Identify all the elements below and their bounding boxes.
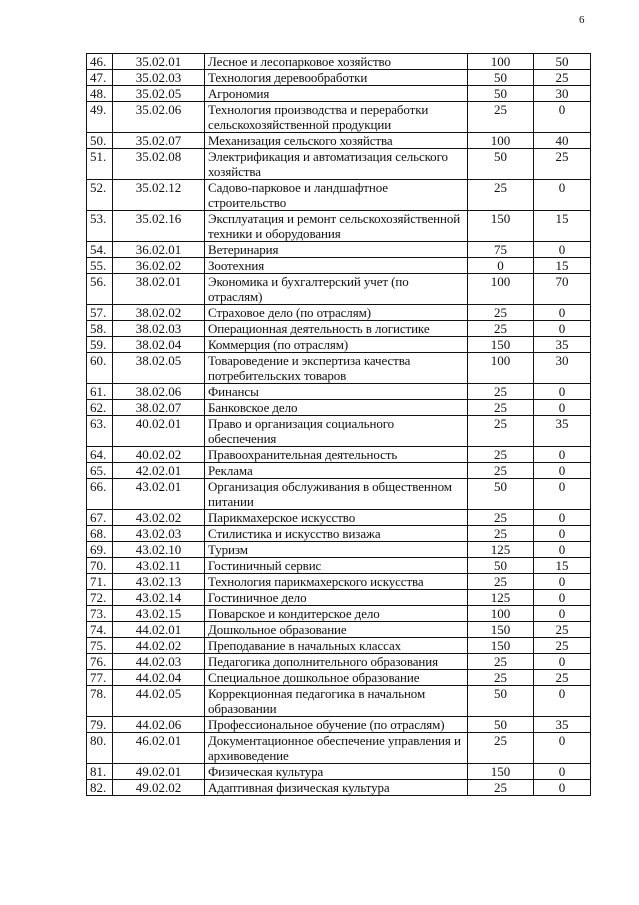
specialty-code: 35.02.07 <box>113 133 205 149</box>
specialty-code: 35.02.16 <box>113 211 205 242</box>
quota-value-1: 25 <box>468 463 534 479</box>
quota-value-1: 50 <box>468 86 534 102</box>
page-number: 6 <box>579 14 585 26</box>
quota-value-1: 100 <box>468 133 534 149</box>
quota-value-1: 150 <box>468 337 534 353</box>
quota-value-1: 25 <box>468 447 534 463</box>
quota-value-2: 0 <box>534 242 591 258</box>
quota-value-2: 25 <box>534 622 591 638</box>
table-body <box>87 54 591 796</box>
quota-value-2: 0 <box>534 574 591 590</box>
specialty-name: Технология производства и переработки сельскохозяйственной продукции <box>205 102 468 133</box>
specialty-name: Технология парикмахерского искусства <box>205 574 468 590</box>
specialty-name: Агрономия <box>205 86 468 102</box>
specialty-name: Механизация сельского хозяйства <box>205 133 468 149</box>
row-number: 51. <box>87 149 113 180</box>
quota-value-2: 0 <box>534 764 591 780</box>
row-number: 62. <box>87 400 113 416</box>
row-number: 81. <box>87 764 113 780</box>
quota-value-2: 15 <box>534 211 591 242</box>
quota-value-2: 25 <box>534 149 591 180</box>
row-number: 46. <box>87 54 113 70</box>
table-row <box>87 717 591 733</box>
quota-value-1: 50 <box>468 70 534 86</box>
quota-value-2: 40 <box>534 133 591 149</box>
table-row <box>87 606 591 622</box>
specialty-code: 40.02.02 <box>113 447 205 463</box>
row-number: 76. <box>87 654 113 670</box>
quota-value-1: 25 <box>468 670 534 686</box>
row-number: 73. <box>87 606 113 622</box>
table-row <box>87 321 591 337</box>
table-row <box>87 574 591 590</box>
row-number: 75. <box>87 638 113 654</box>
quota-value-1: 25 <box>468 733 534 764</box>
quota-value-2: 0 <box>534 305 591 321</box>
quota-value-1: 125 <box>468 590 534 606</box>
quota-value-1: 0 <box>468 258 534 274</box>
quota-value-2: 15 <box>534 258 591 274</box>
quota-value-2: 0 <box>534 463 591 479</box>
specialty-code: 38.02.07 <box>113 400 205 416</box>
specialty-code: 36.02.02 <box>113 258 205 274</box>
specialty-name: Электрификация и автоматизация сельского хозяйства <box>205 149 468 180</box>
specialty-code: 44.02.05 <box>113 686 205 717</box>
specialty-code: 38.02.06 <box>113 384 205 400</box>
quota-value-2: 35 <box>534 717 591 733</box>
row-number: 47. <box>87 70 113 86</box>
table-row <box>87 211 591 242</box>
specialty-code: 35.02.03 <box>113 70 205 86</box>
row-number: 48. <box>87 86 113 102</box>
row-number: 49. <box>87 102 113 133</box>
table-row <box>87 733 591 764</box>
row-number: 55. <box>87 258 113 274</box>
quota-value-2: 0 <box>534 510 591 526</box>
row-number: 54. <box>87 242 113 258</box>
specialty-name: Специальное дошкольное образование <box>205 670 468 686</box>
quota-value-2: 0 <box>534 479 591 510</box>
table-row <box>87 558 591 574</box>
specialty-code: 44.02.01 <box>113 622 205 638</box>
row-number: 72. <box>87 590 113 606</box>
quota-value-1: 150 <box>468 622 534 638</box>
specialty-code: 42.02.01 <box>113 463 205 479</box>
specialty-name: Туризм <box>205 542 468 558</box>
specialty-name: Страховое дело (по отраслям) <box>205 305 468 321</box>
specialty-code: 43.02.14 <box>113 590 205 606</box>
row-number: 53. <box>87 211 113 242</box>
table-row <box>87 463 591 479</box>
specialty-code: 44.02.02 <box>113 638 205 654</box>
table-row <box>87 670 591 686</box>
specialty-code: 44.02.03 <box>113 654 205 670</box>
specialty-name: Профессиональное обучение (по отраслям) <box>205 717 468 733</box>
row-number: 74. <box>87 622 113 638</box>
quota-value-1: 25 <box>468 384 534 400</box>
row-number: 65. <box>87 463 113 479</box>
specialty-name: Банковское дело <box>205 400 468 416</box>
quota-value-1: 25 <box>468 321 534 337</box>
quota-value-2: 0 <box>534 447 591 463</box>
quota-value-2: 0 <box>534 590 591 606</box>
specialty-name: Гостиничный сервис <box>205 558 468 574</box>
quota-value-1: 150 <box>468 764 534 780</box>
row-number: 52. <box>87 180 113 211</box>
specialty-name: Дошкольное образование <box>205 622 468 638</box>
row-number: 67. <box>87 510 113 526</box>
quota-value-2: 0 <box>534 606 591 622</box>
row-number: 71. <box>87 574 113 590</box>
table-row <box>87 542 591 558</box>
row-number: 70. <box>87 558 113 574</box>
quota-value-1: 50 <box>468 149 534 180</box>
row-number: 68. <box>87 526 113 542</box>
table-row <box>87 242 591 258</box>
specialty-code: 38.02.05 <box>113 353 205 384</box>
quota-value-1: 25 <box>468 510 534 526</box>
quota-value-1: 25 <box>468 780 534 796</box>
specialty-code: 38.02.02 <box>113 305 205 321</box>
quota-value-1: 150 <box>468 211 534 242</box>
specialty-code: 35.02.08 <box>113 149 205 180</box>
table-row <box>87 180 591 211</box>
specialty-name: Эксплуатация и ремонт сельскохозяйственной техники и оборудования <box>205 211 468 242</box>
quota-value-2: 0 <box>534 654 591 670</box>
specialty-code: 35.02.06 <box>113 102 205 133</box>
table-row <box>87 654 591 670</box>
specialty-code: 49.02.01 <box>113 764 205 780</box>
specialty-name: Экономика и бухгалтерский учет (по отраслям) <box>205 274 468 305</box>
table-row <box>87 400 591 416</box>
quota-value-2: 25 <box>534 638 591 654</box>
quota-value-1: 50 <box>468 558 534 574</box>
specialty-name: Преподавание в начальных классах <box>205 638 468 654</box>
row-number: 66. <box>87 479 113 510</box>
specialty-name: Право и организация социального обеспечения <box>205 416 468 447</box>
table-row <box>87 133 591 149</box>
specialty-name: Гостиничное дело <box>205 590 468 606</box>
quota-value-1: 25 <box>468 102 534 133</box>
specialty-name: Ветеринария <box>205 242 468 258</box>
row-number: 79. <box>87 717 113 733</box>
quota-value-2: 15 <box>534 558 591 574</box>
quota-value-2: 35 <box>534 416 591 447</box>
specialty-name: Лесное и лесопарковое хозяйство <box>205 54 468 70</box>
table-row <box>87 622 591 638</box>
table-row <box>87 510 591 526</box>
specialty-name: Товароведение и экспертиза качества потребительских товаров <box>205 353 468 384</box>
row-number: 69. <box>87 542 113 558</box>
quota-value-1: 50 <box>468 686 534 717</box>
table-row <box>87 353 591 384</box>
specialty-code: 36.02.01 <box>113 242 205 258</box>
quota-value-2: 0 <box>534 102 591 133</box>
specialty-code: 49.02.02 <box>113 780 205 796</box>
table-row <box>87 86 591 102</box>
specialty-code: 43.02.01 <box>113 479 205 510</box>
specialty-code: 38.02.03 <box>113 321 205 337</box>
specialty-name: Финансы <box>205 384 468 400</box>
specialty-code: 43.02.11 <box>113 558 205 574</box>
specialty-code: 44.02.06 <box>113 717 205 733</box>
quota-value-1: 50 <box>468 479 534 510</box>
specialty-code: 43.02.15 <box>113 606 205 622</box>
specialty-code: 40.02.01 <box>113 416 205 447</box>
specialty-name: Физическая культура <box>205 764 468 780</box>
table-row <box>87 102 591 133</box>
row-number: 60. <box>87 353 113 384</box>
specialty-name: Документационное обеспечение управления и архивоведение <box>205 733 468 764</box>
specialty-code: 35.02.01 <box>113 54 205 70</box>
table-row <box>87 479 591 510</box>
row-number: 58. <box>87 321 113 337</box>
row-number: 80. <box>87 733 113 764</box>
quota-value-1: 25 <box>468 574 534 590</box>
quota-value-1: 25 <box>468 400 534 416</box>
specialty-code: 44.02.04 <box>113 670 205 686</box>
specialty-code: 43.02.03 <box>113 526 205 542</box>
quota-value-1: 100 <box>468 353 534 384</box>
quota-value-1: 100 <box>468 606 534 622</box>
specialty-name: Стилистика и искусство визажа <box>205 526 468 542</box>
table-row <box>87 416 591 447</box>
quota-value-1: 125 <box>468 542 534 558</box>
specialty-name: Технология деревообработки <box>205 70 468 86</box>
quota-value-2: 0 <box>534 733 591 764</box>
quota-value-1: 25 <box>468 180 534 211</box>
specialty-name: Правоохранительная деятельность <box>205 447 468 463</box>
row-number: 59. <box>87 337 113 353</box>
row-number: 78. <box>87 686 113 717</box>
row-number: 57. <box>87 305 113 321</box>
quota-value-2: 25 <box>534 670 591 686</box>
table-row <box>87 258 591 274</box>
quota-value-1: 25 <box>468 526 534 542</box>
row-number: 82. <box>87 780 113 796</box>
specialty-name: Поварское и кондитерское дело <box>205 606 468 622</box>
specialty-name: Адаптивная физическая культура <box>205 780 468 796</box>
quota-value-2: 0 <box>534 180 591 211</box>
row-number: 63. <box>87 416 113 447</box>
row-number: 50. <box>87 133 113 149</box>
specialty-name: Садово-парковое и ландшафтное строительство <box>205 180 468 211</box>
quota-value-2: 0 <box>534 321 591 337</box>
table-row <box>87 526 591 542</box>
specialties-table <box>86 53 591 796</box>
table-row <box>87 780 591 796</box>
quota-value-1: 25 <box>468 305 534 321</box>
specialty-code: 46.02.01 <box>113 733 205 764</box>
quota-value-2: 25 <box>534 70 591 86</box>
quota-value-2: 0 <box>534 384 591 400</box>
quota-value-1: 25 <box>468 416 534 447</box>
specialty-code: 38.02.01 <box>113 274 205 305</box>
quota-value-2: 50 <box>534 54 591 70</box>
quota-value-1: 150 <box>468 638 534 654</box>
specialty-code: 43.02.10 <box>113 542 205 558</box>
quota-value-2: 30 <box>534 86 591 102</box>
table-row <box>87 447 591 463</box>
quota-value-2: 0 <box>534 542 591 558</box>
quota-value-2: 70 <box>534 274 591 305</box>
table-row <box>87 274 591 305</box>
table-row <box>87 70 591 86</box>
quota-value-1: 50 <box>468 717 534 733</box>
specialty-name: Организация обслуживания в общественном питании <box>205 479 468 510</box>
table-row <box>87 764 591 780</box>
specialty-name: Коррекционная педагогика в начальном образовании <box>205 686 468 717</box>
quota-value-2: 0 <box>534 526 591 542</box>
table-row <box>87 590 591 606</box>
quota-value-2: 0 <box>534 780 591 796</box>
specialty-name: Парикмахерское искусство <box>205 510 468 526</box>
specialty-name: Реклама <box>205 463 468 479</box>
quota-value-1: 75 <box>468 242 534 258</box>
specialty-name: Зоотехния <box>205 258 468 274</box>
row-number: 77. <box>87 670 113 686</box>
specialty-code: 35.02.05 <box>113 86 205 102</box>
table-row <box>87 638 591 654</box>
table-row <box>87 54 591 70</box>
table-row <box>87 149 591 180</box>
table-row <box>87 337 591 353</box>
specialty-name: Коммерция (по отраслям) <box>205 337 468 353</box>
specialty-name: Педагогика дополнительного образования <box>205 654 468 670</box>
table-row <box>87 305 591 321</box>
row-number: 64. <box>87 447 113 463</box>
quota-value-2: 0 <box>534 686 591 717</box>
table-row <box>87 686 591 717</box>
quota-value-2: 30 <box>534 353 591 384</box>
specialty-code: 38.02.04 <box>113 337 205 353</box>
row-number: 56. <box>87 274 113 305</box>
table-row <box>87 384 591 400</box>
specialty-code: 35.02.12 <box>113 180 205 211</box>
quota-value-2: 35 <box>534 337 591 353</box>
row-number: 61. <box>87 384 113 400</box>
quota-value-2: 0 <box>534 400 591 416</box>
specialty-code: 43.02.02 <box>113 510 205 526</box>
specialty-code: 43.02.13 <box>113 574 205 590</box>
quota-value-1: 100 <box>468 54 534 70</box>
quota-value-1: 100 <box>468 274 534 305</box>
quota-value-1: 25 <box>468 654 534 670</box>
specialty-name: Операционная деятельность в логистике <box>205 321 468 337</box>
